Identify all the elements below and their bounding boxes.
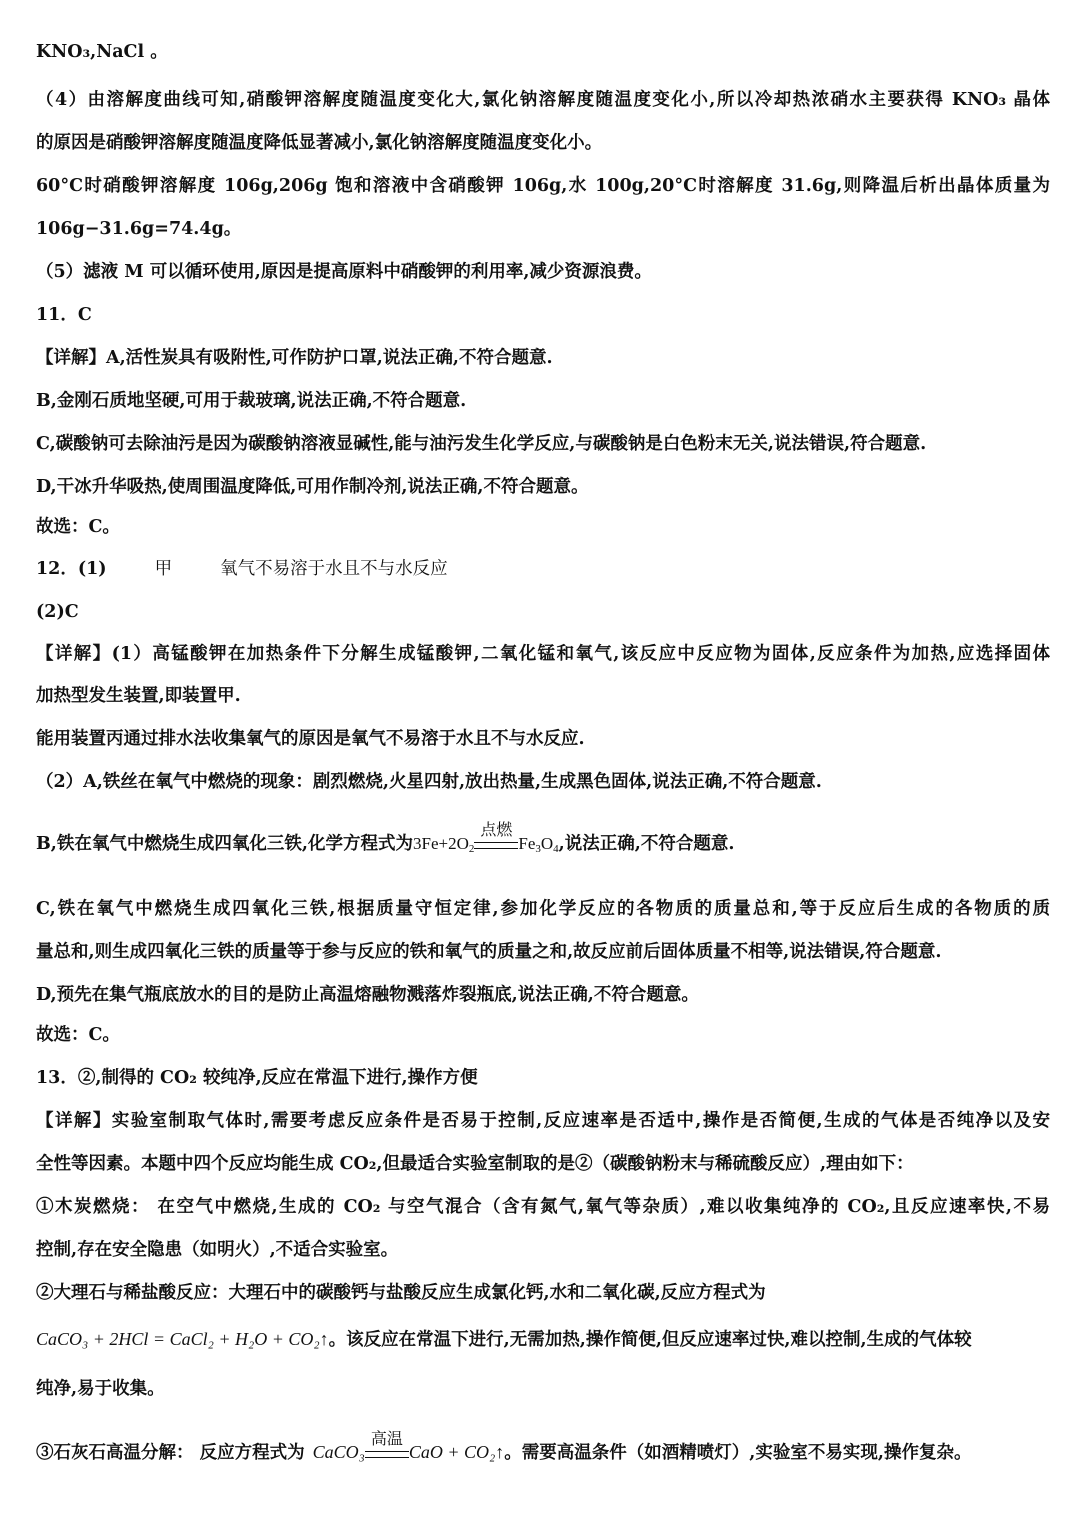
line-q10-calc-part1: 60°C时硝酸钾溶解度 106g,206g 饱和溶液中含硝酸钾 106g,水 100g,20°C时溶解度 31.6g,则降温后析出晶体质量为 [36,176,1050,196]
answer-13-charcoal-cont: 控制,存在安全隐患（如明火）,不适合实验室。 [36,1240,399,1260]
answer-13-limestone-tail: 。需要高温条件（如酒精喷灯）,实验室不易实现,操作复杂。 [504,1443,972,1463]
condition-ignite: 点燃 [474,840,518,849]
line-q10-4-part2: 的原因是硝酸钾溶解度随温度降低显著减小,氯化钠溶解度随温度变化小。 [36,133,603,153]
line-q10-4-part1: （4）由溶解度曲线可知,硝酸钾溶解度随温度变化大,氯化钠溶解度随温度变化小,所以冷却热浓硝水主要获得 KNO₃ 晶体 [36,90,1050,110]
answer-13-heading: 13．②,制得的 CO₂ 较纯净,反应在常温下进行,操作方便 [36,1068,478,1088]
answer-11-option-a: 【详解】A,活性炭具有吸附性,可作防护口罩,说法正确,不符合题意. [36,348,553,368]
answer-13-marble-cont: 纯净,易于收集。 [36,1379,165,1399]
answer-12-part1-label: 12．(1) [36,559,107,579]
answer-11-choice: 故选：C。 [36,517,120,537]
answer-13-detail-1: 【详解】实验室制取气体时,需要考虑反应条件是否易于控制,反应速率是否适中,操作是否简便,生成的气体是否纯净以及安 [36,1111,1050,1131]
answer-13-marble-equation-line [36,1327,1050,1352]
answer-11-option-c: C,碳酸钠可去除油污是因为碳酸钠溶液显碱性,能与油污发生化学反应,与碳酸钠是白色粉末无关,说法错误,符合题意. [36,434,927,454]
answer-12-detail-1b: 加热型发生装置,即装置甲. [36,686,241,706]
answer-12-detail-2b-text: B,铁在氧气中燃烧生成四氧化三铁,化学方程式为 [36,834,413,854]
answer-12-detail-2c: C,铁在氧气中燃烧生成四氧化三铁,根据质量守恒定律,参加化学反应的各物质的质量总和,等于反应后生成的各物质的质 [36,899,1050,919]
line-q10-5: （5）滤液 M 可以循环使用,原因是提高原料中硝酸钾的利用率,减少资源浪费。 [36,262,652,282]
answer-13-marble: ②大理石与稀盐酸反应：大理石中的碳酸钙与盐酸反应生成氯化钙,水和二氧化碳,反应方程式为 [36,1283,766,1303]
answer-11-option-b: B,金刚石质地坚硬,可用于裁玻璃,说法正确,不符合题意. [36,391,467,411]
answer-12-detail-2d: D,预先在集气瓶底放水的目的是防止高温熔融物溅落炸裂瓶底,说法正确,不符合题意。 [36,985,699,1005]
answer-12-heading [36,557,1050,581]
answer-13-charcoal: ①木炭燃烧： 在空气中燃烧,生成的 CO₂ 与空气混合（含有氮气,氧气等杂质）,难以收集纯净的 CO₂,且反应速率快,不易 [36,1197,1050,1217]
answer-12-detail-1c: 能用装置丙通过排水法收集氧气的原因是氧气不易溶于水且不与水反应. [36,729,585,749]
answer-11-heading: 11．C [36,305,92,325]
answer-13-limestone-text: ③石灰石高温分解： 反应方程式为 [36,1443,305,1463]
line-kno3-nacl: KNO₃,NaCl 。 [36,42,168,62]
answer-13-detail-1b: 全性等因素。本题中四个反应均能生成 CO₂,但最适合实验室制取的是②（碳酸钠粉末与稀硫酸反应）,理由如下： [36,1154,914,1174]
answer-12-part2: (2)C [36,602,79,622]
equation-fe3o4: $Fe_3O_4$ [518,834,559,855]
answer-13-marble-comment: 。该反应在常温下进行,无需加热,操作简便,但反应速率过快,难以控制,生成的气体较 [328,1330,972,1350]
answer-12-detail-2b-tail: ,说法正确,不符合题意. [558,834,735,854]
answer-12-detail-2c-cont: 量总和,则生成四氧化三铁的质量等于参与反应的铁和氧气的质量之和,故反应前后固体质量不相等,说法错误,符合题意. [36,942,942,962]
equation-fe-o2: $3Fe+2O_2$ [412,834,475,855]
answer-12-reason: 氧气不易溶于水且不与水反应 [220,559,448,579]
equation-caco3-hcl: CaCO₃ + 2HCl = CaCl₂ + H₂O + CO₂↑ [36,1329,329,1349]
answer-12-choice: 故选：C。 [36,1025,120,1045]
condition-high-temp: 高温 [365,1449,409,1458]
answer-11-option-d: D,干冰升华吸热,使周围温度降低,可用作制冷剂,说法正确,不符合题意。 [36,477,589,497]
line-q10-calc-result: 106g−31.6g=74.4g。 [36,219,242,239]
answer-12-device: 甲 [154,559,173,579]
answer-12-detail-2a: （2）A,铁丝在氧气中燃烧的现象：剧烈燃烧,火星四射,放出热量,生成黑色固体,说法正确,不符合题意. [36,772,822,792]
equation-caco3: CaCO₃ [312,1442,365,1462]
answer-13-limestone [36,1429,1050,1465]
answer-12-detail-2b [36,820,1050,861]
answer-12-detail-1: 【详解】(1）高锰酸钾在加热条件下分解生成锰酸钾,二氧化锰和氧气,该反应中反应物为固体,反应条件为加热,应选择固体 [36,644,1050,664]
equation-cao-co2: CaO + CO₂↑ [408,1442,505,1462]
